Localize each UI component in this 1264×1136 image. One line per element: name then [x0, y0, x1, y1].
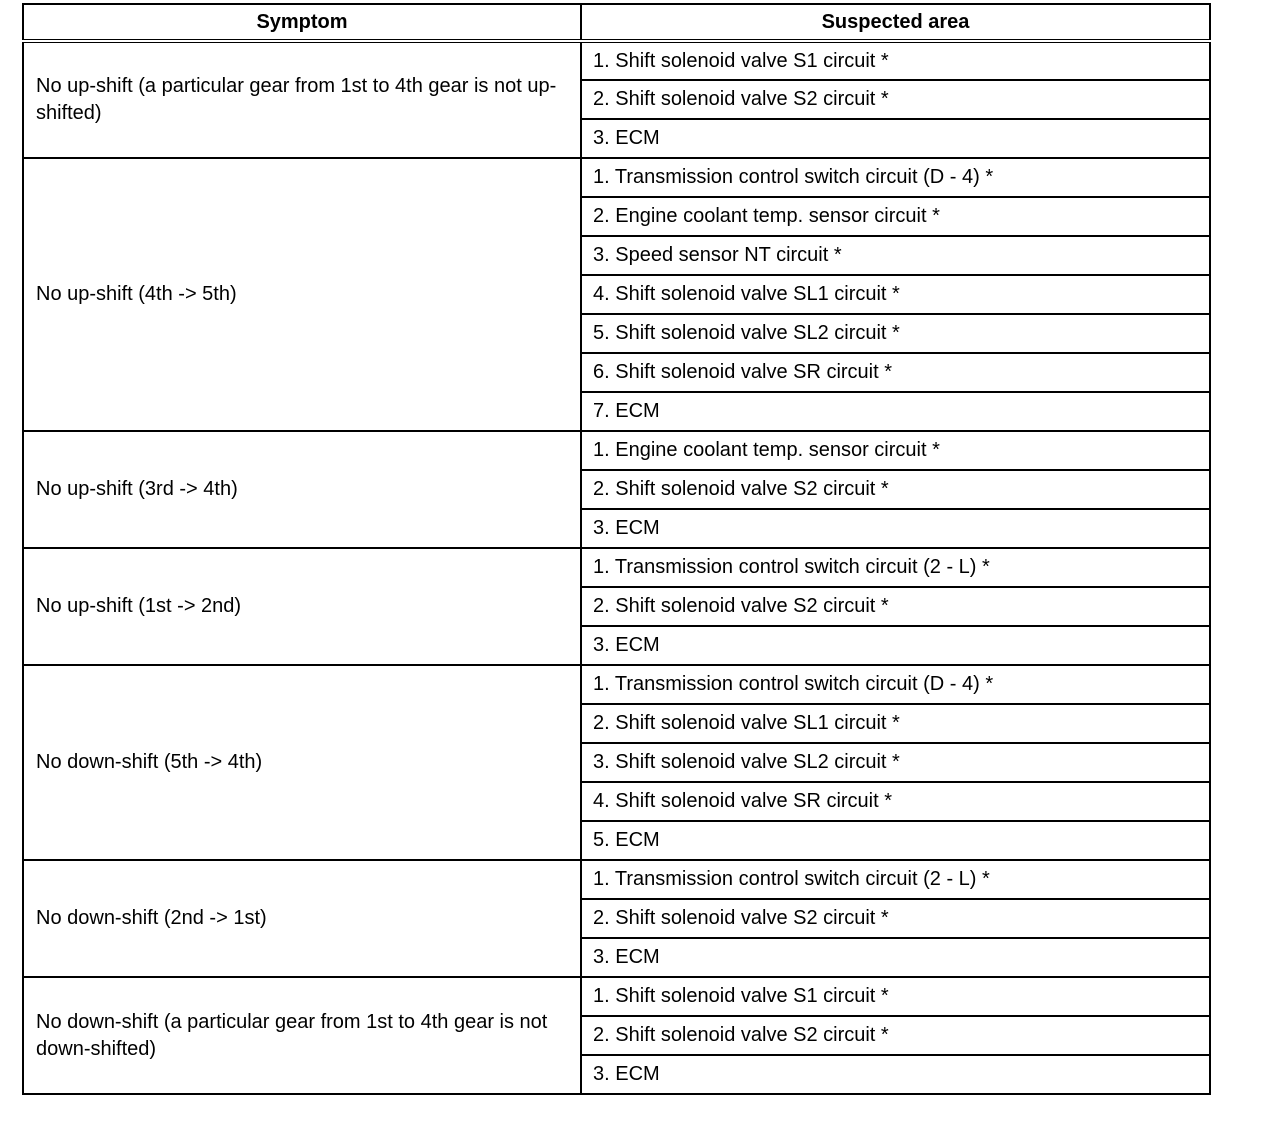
- symptom-column-header: Symptom: [23, 4, 581, 41]
- table-row: [23, 158, 1210, 197]
- suspected-area-cell: 1. Transmission control switch circuit (D - 4) *: [581, 158, 1210, 197]
- symptom-cell: No up-shift (1st -> 2nd): [23, 548, 581, 665]
- suspected-area-cell: 2. Shift solenoid valve S2 circuit *: [581, 80, 1210, 119]
- suspected-area-cell: 3. ECM: [581, 626, 1210, 665]
- suspected-area-cell: 3. Shift solenoid valve SL2 circuit *: [581, 743, 1210, 782]
- table-row: [23, 41, 1210, 80]
- table-row: [23, 665, 1210, 704]
- symptom-cell: No up-shift (3rd -> 4th): [23, 431, 581, 548]
- symptom-cell: No up-shift (a particular gear from 1st to 4th gear is not up-shifted): [23, 41, 581, 158]
- suspected-area-cell: 1. Transmission control switch circuit (2 - L) *: [581, 548, 1210, 587]
- suspected-area-cell: 2. Engine coolant temp. sensor circuit *: [581, 197, 1210, 236]
- suspected-area-cell: 4. Shift solenoid valve SL1 circuit *: [581, 275, 1210, 314]
- suspected-area-cell: 6. Shift solenoid valve SR circuit *: [581, 353, 1210, 392]
- suspected-area-cell: 2. Shift solenoid valve S2 circuit *: [581, 587, 1210, 626]
- symptom-cell: No down-shift (2nd -> 1st): [23, 860, 581, 977]
- suspected-area-cell: 2. Shift solenoid valve SL1 circuit *: [581, 704, 1210, 743]
- suspected-area-cell: 3. ECM: [581, 938, 1210, 977]
- table-row: [23, 548, 1210, 587]
- table-header-row: [23, 4, 1210, 41]
- suspected-area-cell: 1. Transmission control switch circuit (D - 4) *: [581, 665, 1210, 704]
- suspected-area-cell: 7. ECM: [581, 392, 1210, 431]
- troubleshooting-table: [22, 3, 1211, 1095]
- suspected-area-cell: 1. Transmission control switch circuit (2 - L) *: [581, 860, 1210, 899]
- suspected-area-cell: 3. ECM: [581, 119, 1210, 158]
- suspected-area-cell: 5. Shift solenoid valve SL2 circuit *: [581, 314, 1210, 353]
- table-row: [23, 860, 1210, 899]
- suspected-area-cell: 5. ECM: [581, 821, 1210, 860]
- suspected-area-cell: 1. Shift solenoid valve S1 circuit *: [581, 977, 1210, 1016]
- symptom-cell: No up-shift (4th -> 5th): [23, 158, 581, 431]
- suspected-area-cell: 4. Shift solenoid valve SR circuit *: [581, 782, 1210, 821]
- suspected-area-cell: 1. Shift solenoid valve S1 circuit *: [581, 41, 1210, 80]
- table-row: [23, 977, 1210, 1016]
- symptom-cell: No down-shift (5th -> 4th): [23, 665, 581, 860]
- suspected-area-cell: 2. Shift solenoid valve S2 circuit *: [581, 899, 1210, 938]
- table-row: [23, 431, 1210, 470]
- suspected-area-cell: 2. Shift solenoid valve S2 circuit *: [581, 470, 1210, 509]
- suspected-area-column-header: Suspected area: [581, 4, 1210, 41]
- suspected-area-cell: 3. Speed sensor NT circuit *: [581, 236, 1210, 275]
- suspected-area-cell: 1. Engine coolant temp. sensor circuit *: [581, 431, 1210, 470]
- troubleshooting-table-container: [22, 3, 1209, 1095]
- suspected-area-cell: 2. Shift solenoid valve S2 circuit *: [581, 1016, 1210, 1055]
- symptom-cell: No down-shift (a particular gear from 1st to 4th gear is not down-shifted): [23, 977, 581, 1094]
- suspected-area-cell: 3. ECM: [581, 1055, 1210, 1094]
- suspected-area-cell: 3. ECM: [581, 509, 1210, 548]
- table-body: [23, 41, 1210, 1094]
